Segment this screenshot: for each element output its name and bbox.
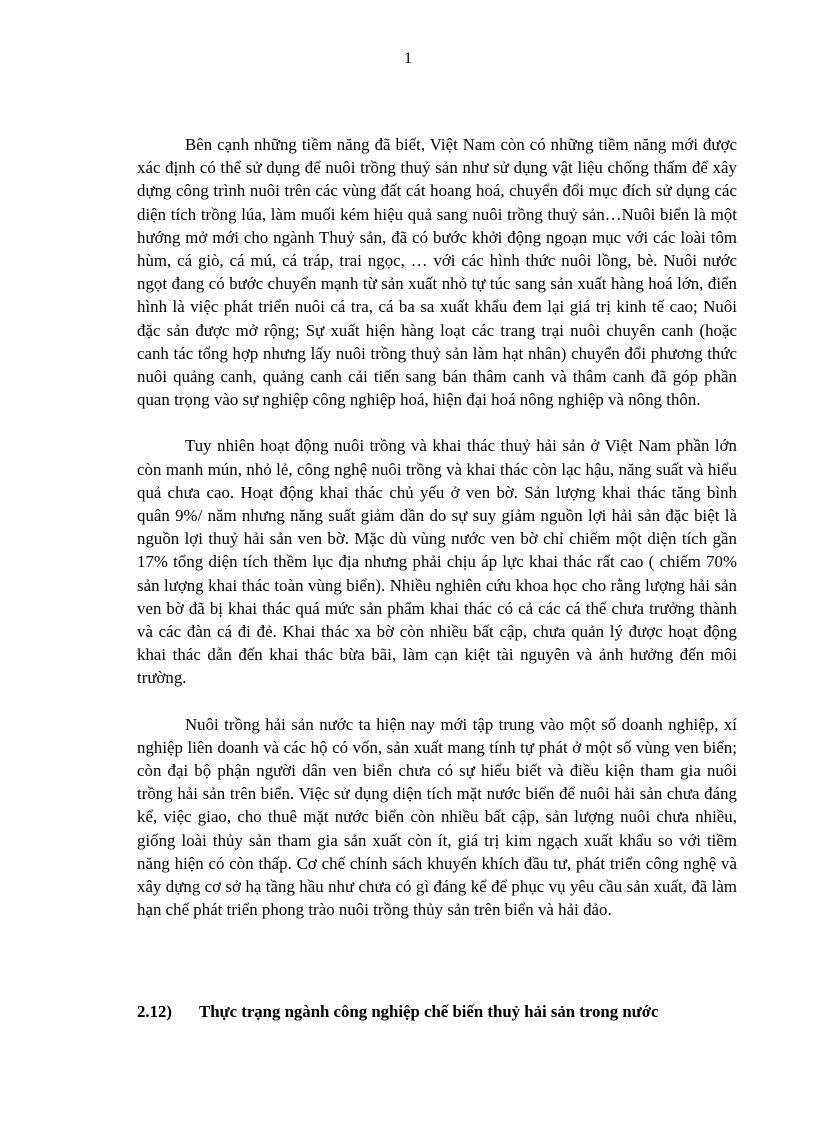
page-number: 1 [404,50,412,67]
paragraph-1: Bên cạnh những tiềm năng đã biết, Việt Nam còn có những tiềm năng mới được xác định có thể sử dụng để nuôi trồng thuỷ sản như sử dụng vật liệu chống thấm để xây dựng công trình nuôi trên các vùng đất cát hoang hoá, chuyển đổi mục đích sử dụng các diện tích trồng lúa, làm muối kém hiệu quả sang nuôi trồng thuỷ sản…Nuôi biển là một hướng mở mới cho ngành Thuỷ sản, đã có bước khởi động ngoạn mục với các loài tôm hùm, cá giò, cá mú, cá tráp, trai ngọc, … với các hình thức nuôi lồng, bè. Nuôi nước ngọt đang có bước chuyển mạnh từ sản xuất nhỏ tự túc sang sản xuất hàng hoá lớn, điển hình là việc phát triển nuôi cá tra, cá ba sa xuất khẩu đem lại giá trị kinh tế cao; Nuôi đặc sản được mở rộng; Sự xuất hiện hàng loạt các trang trại nuôi chuyên canh (hoặc canh tác tổng hợp nhưng lấy nuôi trồng thuỷ sản làm hạt nhân) chuyển đổi phương thức nuôi quảng canh, quảng canh cải tiến sang bán thâm canh và thâm canh đã góp phần quan trọng vào sự nghiệp công nghiệp hoá, hiện đại hoá nông nghiệp và nông thôn. [137,135,737,410]
section-number: 2.12) [137,1002,172,1021]
body-text [137,133,737,945]
section-heading [137,1001,757,1023]
paragraph-3: Nuôi trồng hải sản nước ta hiện nay mới tập trung vào một số doanh nghiệp, xí nghiệp liên doanh và các hộ có vốn, sản xuất mang tính tự phát ở một số vùng ven biển; còn đại bộ phận người dân ven biển chưa có sự hiểu biết và điều kiện tham gia nuôi trồng hải sản trên biển. Việc sử dụng diện tích mặt nước biển để nuôi hải sản chưa đáng kể, việc giao, cho thuê mặt nước biển còn nhiều bất cập, sản lượng nuôi chưa nhiều, giống loài thủy sản tham gia sản xuất còn ít, giá trị kim ngạch xuất khẩu so với tiềm năng hiện có còn thấp. Cơ chế chính sách khuyến khích đầu tư, phát triển công nghệ và xây dựng cơ sở hạ tầng hầu như chưa có gì đáng kể để phục vụ yêu cầu sản xuất, đã làm hạn chế phát triển phong trào nuôi trồng thủy sản trên biển và hải đảo. [137,714,737,920]
section-title: Thực trạng ngành công nghiệp chế biến thuỷ hải sản trong nước [199,1002,659,1021]
paragraph-2: Tuy nhiên hoạt động nuôi trồng và khai thác thuỷ hải sản ở Việt Nam phần lớn còn manh mún, nhỏ lẻ, công nghệ nuôi trồng và khai thác còn lạc hậu, năng suất và hiểu quả chưa cao. Hoạt động khai thác chủ yếu ở ven bờ. Sản lượng khai thác tăng bình quân 9%/ năm nhưng năng suất giảm dần do sự suy giảm nguồn lợi hải sản đặc biệt là nguồn lợi thuỷ hải sản ven bờ. Mặc dù vùng nước ven bờ chỉ chiếm một diện tích gần 17% tổng diện tích thềm lục địa nhưng phải chịu áp lực khai thác rất cao ( chiếm 70% sản lượng khai thác toàn vùng biển). Nhiều nghiên cứu khoa học cho rằng lượng hải sản ven bờ đã bị khai thác quá mức sản phẩm khai thác có cả các cá thể chưa trưởng thành và các đàn cá đi đẻ. Khai thác xa bờ còn nhiều bất cập, chưa quản lý được hoạt động khai thác dẫn đến khai thác bừa bãi, làm cạn kiệt tài nguyên và ảnh hưởng đến môi trường. [137,436,737,688]
